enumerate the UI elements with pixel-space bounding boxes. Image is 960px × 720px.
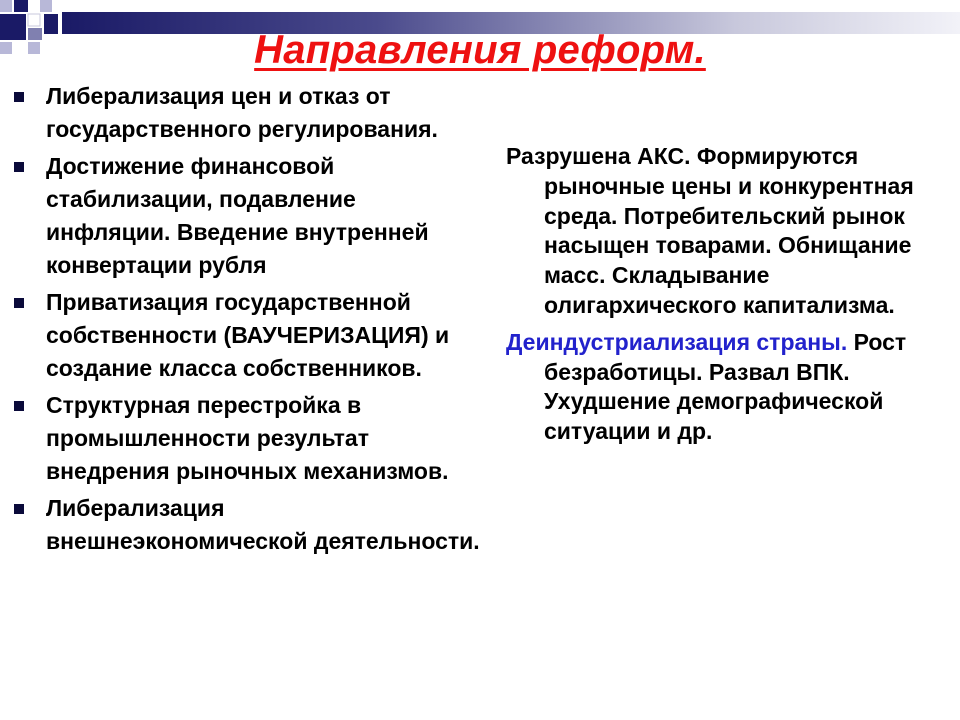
reform-results [506,142,946,447]
list-item [10,286,480,385]
square-bullet-icon [14,401,24,411]
square-bullet-icon [14,504,24,514]
square-bullet-icon [14,162,24,172]
list-item [10,492,480,558]
header-deco-square [40,0,52,12]
paragraph-text: Разрушена АКС. Формируются рыночные цены и конкурентная среда. Потребительский рынок насыщен товарами. Обнищание масс. Складывание олигархического капитализма. [506,143,914,318]
paragraph-text: Рост безработицы. Развал ВПК. Ухудшение демографической ситуации и др. [544,328,907,445]
list-item-text: Структурная перестройка в промышленности результат внедрения рыночных механизмов. [46,392,449,484]
reform-directions-list [10,80,480,562]
square-bullet-icon [14,92,24,102]
list-item-text: Либерализация внешнеэкономической деятельности. [46,495,480,554]
paragraph-lead: Деиндустриализация страны. [506,328,848,355]
list-item-text: Достижение финансовой стабилизации, подавление инфляции. Введение внутренней конвертации рубля [46,153,429,278]
list-item-text: Приватизация государственной собственности (ВАУЧЕРИЗАЦИЯ) и создание класса собственников. [46,289,450,381]
header-deco-square [14,0,28,12]
slide-title: Направления реформ. [254,28,706,72]
list-item [10,80,480,146]
header-deco-square [28,14,40,26]
list-item-text: Либерализация цен и отказ от государственного регулирования. [46,83,438,142]
list-item [10,389,480,488]
header-deco-square [0,0,12,12]
results-paragraph [506,142,946,321]
results-paragraph [506,328,946,447]
list-item [10,150,480,282]
square-bullet-icon [14,298,24,308]
